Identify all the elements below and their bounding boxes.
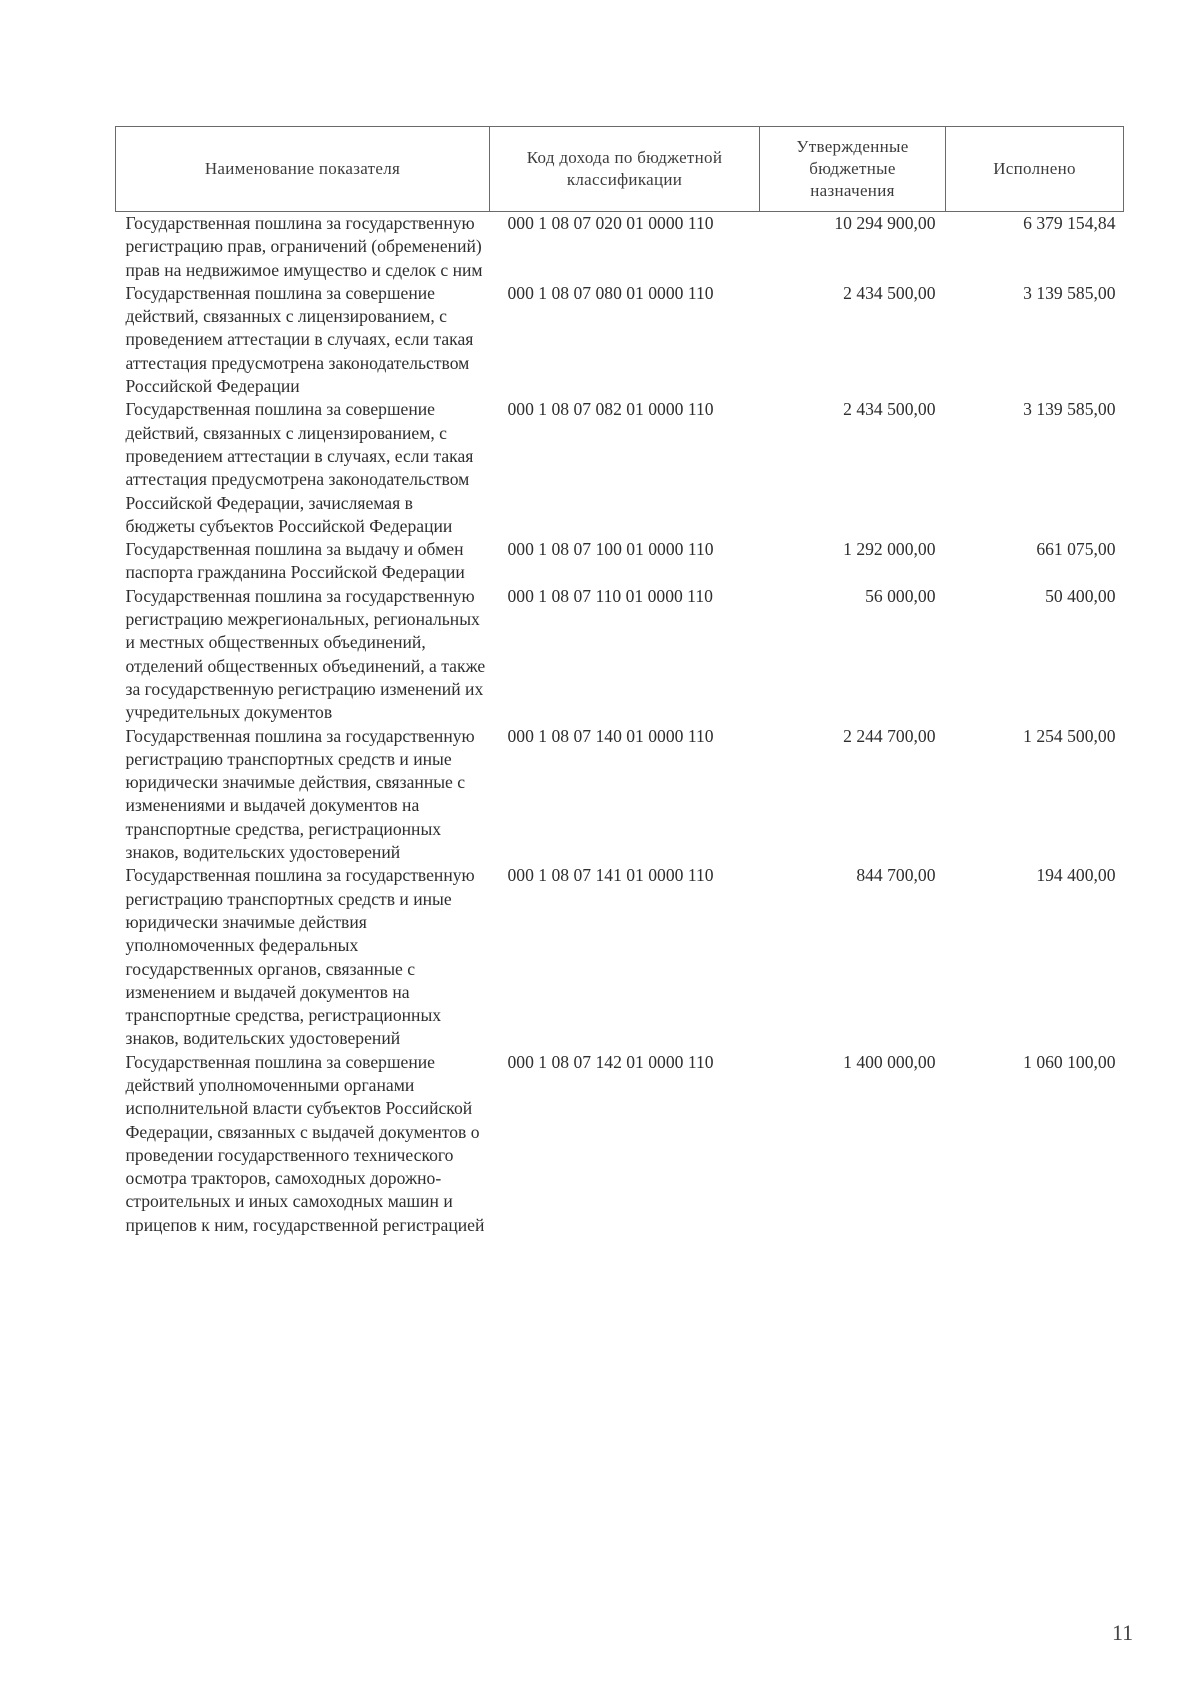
row-budget-code: 000 1 08 07 082 01 0000 110: [507, 399, 714, 420]
row-approved-amount: 844 700,00: [856, 865, 936, 886]
row-budget-code: 000 1 08 07 100 01 0000 110: [507, 539, 714, 560]
header-executed: Исполнено: [946, 127, 1124, 212]
row-executed-amount: 3 139 585,00: [1023, 282, 1116, 303]
table-row: [116, 1051, 1124, 1237]
row-executed-amount: 50 400,00: [1045, 585, 1116, 606]
row-indicator-name: Государственная пошлина за совершение действий уполномоченными органами исполнительной власти субъектов Российской Федерации, связанных с выдачей документов о проведении государственного технического осмотра тракторов, самоходных дорожно-строительных и иных самоходных машин и прицепов к ним, государственной регистрацией: [125, 1051, 485, 1235]
budget-table: [115, 126, 1124, 1237]
table-row: [116, 864, 1124, 1050]
row-indicator-name: Государственная пошлина за совершение действий, связанных с лицензированием, с проведением аттестации в случаях, если такая аттестация предусмотрена законодательством Российской Федерации: [125, 282, 474, 397]
header-budget-code: Код дохода по бюджетной классификации: [490, 127, 760, 212]
table-row: [116, 212, 1124, 282]
table-row: [116, 585, 1124, 725]
row-approved-amount: 10 294 900,00: [834, 213, 936, 233]
row-budget-code: 000 1 08 07 080 01 0000 110: [507, 282, 714, 303]
row-indicator-name: Государственная пошлина за государственную регистрацию транспортных средств и иные юридически значимые действия, связанные с изменениями и выдачей документов на транспортные средства, регистрационных знаков, водительских удостоверений: [125, 725, 475, 863]
row-budget-code: 000 1 08 07 142 01 0000 110: [507, 1051, 714, 1072]
row-approved-amount: 2 434 500,00: [843, 399, 936, 420]
row-approved-amount: 1 400 000,00: [843, 1051, 936, 1072]
row-approved-amount: 2 244 700,00: [843, 725, 936, 746]
row-approved-amount: 2 434 500,00: [843, 282, 936, 303]
row-executed-amount: 661 075,00: [1036, 539, 1116, 560]
row-approved-amount: 56 000,00: [865, 585, 936, 606]
row-executed-amount: 194 400,00: [1036, 865, 1116, 886]
row-indicator-name: Государственная пошлина за государственную регистрацию межрегиональных, региональных и местных общественных объединений, отделений общественных объединений, а также за государственную регистрацию изменений их учредительных документов: [125, 585, 486, 723]
row-indicator-name: Государственная пошлина за выдачу и обмен паспорта гражданина Российской Федерации: [125, 539, 465, 583]
row-budget-code: 000 1 08 07 110 01 0000 110: [507, 585, 713, 606]
row-indicator-name: Государственная пошлина за государственную регистрацию транспортных средств и иные юридически значимые действия уполномоченных федеральных государственных органов, связанные с изменением и выдачей документов на транспортные средства, регистрационных знаков, водительских удостоверений: [125, 865, 475, 1049]
table-header: [116, 127, 1124, 212]
row-budget-code: 000 1 08 07 140 01 0000 110: [507, 725, 714, 746]
row-approved-amount: 1 292 000,00: [843, 539, 936, 560]
header-approved-budget: Утвержденные бюджетные назначения: [760, 127, 946, 212]
row-indicator-name: Государственная пошлина за совершение действий, связанных с лицензированием, с проведением аттестации в случаях, если такая аттестация предусмотрена законодательством Российской Федерации, зачисляемая в бюджеты субъектов Российской Федерации: [125, 399, 474, 536]
row-indicator-name: Государственная пошлина за государственную регистрацию прав, ограничений (обременений) прав на недвижимое имущество и сделок с ним: [125, 213, 483, 280]
table-row: [116, 282, 1124, 398]
header-indicator-name: Наименование показателя: [116, 127, 490, 212]
row-executed-amount: 1 254 500,00: [1023, 725, 1116, 746]
table-row: [116, 538, 1124, 585]
page-number: 11: [1112, 1620, 1134, 1645]
table-body: [116, 212, 1124, 1238]
table-row: [116, 398, 1124, 538]
table-row: [116, 725, 1124, 865]
header-row: [116, 127, 1124, 212]
row-budget-code: 000 1 08 07 141 01 0000 110: [507, 865, 714, 886]
row-executed-amount: 6 379 154,84: [1023, 213, 1116, 233]
row-budget-code: 000 1 08 07 020 01 0000 110: [507, 213, 714, 233]
row-executed-amount: 1 060 100,00: [1023, 1051, 1116, 1072]
row-executed-amount: 3 139 585,00: [1023, 399, 1116, 420]
